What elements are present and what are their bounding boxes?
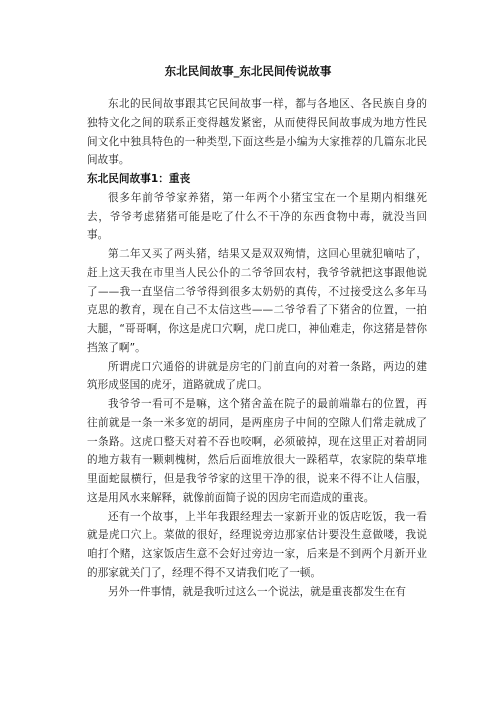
document-title: 东北民间故事_东北民间传说故事 [164, 64, 332, 78]
section-heading: 东北民间故事1：重丧 [87, 173, 191, 185]
intro-paragraph: 东北的民间故事跟其它民间故事一样，都与各地区、各民族自身的独特文化之间的联系正变得越发紧密，从而使得民间故事成为地方性民间文化中独具特色的一种类型,下面这些是小编为大家推荐的几篇东北民间故事。 [87, 98, 427, 167]
story-paragraph: 很多年前爷爷家养猪，第一年两个小猪宝宝在一个星期内相继死去，爷爷考虑猪猪可能是吃了什么不干净的东西食物中毒，就没当回事。 [87, 191, 427, 242]
story-paragraph: 我爷爷一看可不是嘛，这个猪舍盖在院子的最前端靠右的位置，再往前就是一条一米多宽的胡同，是两座房子中间的空隙人们常走就成了一条路。这虎口整天对着不吞也咬啊，必须破掉，现在这里正对着胡同的地方栽有一颗刺槐树，然后后面堆放很大一跺稻草，农家院的柴草堆里面蛇鼠横行，但是我爷爷家的这里干净的很，说来不得不让人信服，这是用风水来解释，就像前面简子说的因房宅而造成的重丧。 [87, 398, 427, 504]
story-paragraph: 还有一个故事，上半年我跟经理去一家新开业的饭店吃饭，我一看就是虎口穴上。菜做的很好，经理说旁边那家估计要没生意做喽，我说咱打个赌，这家饭店生意不会好过旁边一家，后来是不到两个月新开业的那家就关门了，经理不得不又请我们吃了一顿。 [87, 510, 427, 579]
story-paragraph: 另外一件事情，就是我听过这么一个说法，就是重丧都发生在有 [108, 585, 407, 598]
story-paragraph: 第二年又买了两头猪，结果又是双双殉情，这回心里就犯嘀咕了，赶上这天我在市里当人民公仆的二爷爷回农村，我爷爷就把这事跟他说了——我一直坚信二爷爷得到很多太奶奶的真传，不过接受这么多年马克思的教育，现在自己不太信这些——二爷爷看了下猪舍的位置，一拍大腿，“哥哥啊，你这是虎口穴啊，虎口虎口，神仙难走，你这猪是替你挡煞了啊”。 [87, 248, 427, 354]
document-body [87, 95, 427, 601]
story-paragraph: 所谓虎口穴通俗的讲就是房宅的门前直向的对着一条路，两边的建筑形成竖国的虎牙，道路就成了虎口。 [87, 360, 427, 392]
